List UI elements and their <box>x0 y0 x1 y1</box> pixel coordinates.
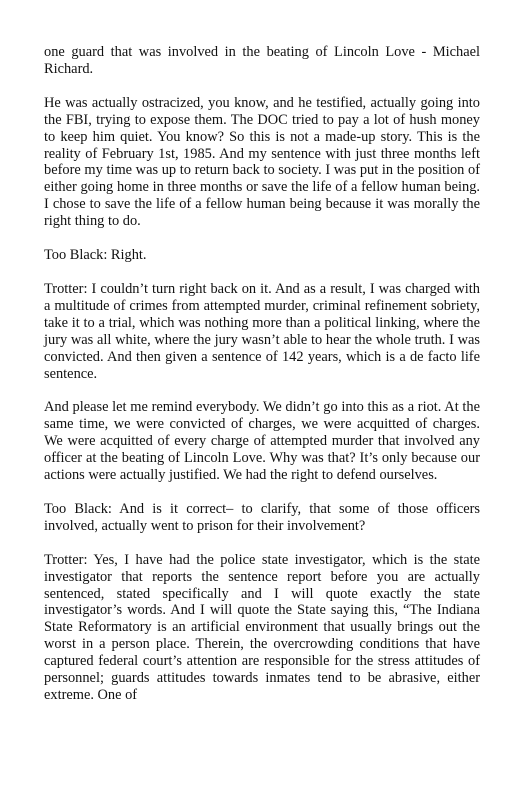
paragraph-continuation: one guard that was involved in the beating of Lincoln Love - Michael Richard. <box>44 44 480 77</box>
paragraph-too-black-right: Too Black: Right. <box>44 247 147 264</box>
paragraph-not-a-riot: And please let me remind everybody. We didn’t go into this as a riot. At the same time, we were convicted of charges, we were acquitted of charges. We were acquitted of every charge of attempted murder that involved any officer at the beating of Lincoln Love. Why was that? It’s only because our actions were actually justified. We had the right to defend ourselves. <box>44 399 480 484</box>
paragraph-too-black-question: Too Black: And is it correct– to clarify, that some of those officers involved, actually went to prison for their involvement? <box>44 500 480 534</box>
paragraph-trotter-investigator: Trotter: Yes, I have had the police state investigator, which is the state investigator that reports the sentence report before you are actually sentenced, stated specifically and I will quote exactly the state investigator’s words. And I will quote the State saying this, “The Indiana State Reformatory is an artificial environment that usually brings out the worst in a person place. Therein, the overcrowding conditions that have captured federal court’s attention are responsible for the stress attitudes of personnel; guards attitudes towards inmates tend to be abrasive, either extreme. One of <box>44 551 480 703</box>
paragraph-trotter-charged: Trotter: I couldn’t turn right back on it. And as a result, I was charged with a multitude of crimes from attempted murder, criminal refinement sobriety, take it to a trial, which was nothing more than a political linking, where the jury was all white, where the jury wasn’t able to hear the whole truth. I was convicted. And then given a sentence of 142 years, which is a de facto life sentence. <box>44 280 480 382</box>
document-page <box>44 44 480 704</box>
paragraph-ostracized: He was actually ostracized, you know, and he testified, actually going into the FBI, trying to expose them. The DOC tried to pay a lot of hush money to keep him quiet. You know? So this is not a made-up story. This is the reality of February 1st, 1985. And my sentence with just three months left before my time was up to return back to society. I was put in the position of either going home in three months or save the life of a fellow human being. I chose to save the life of a fellow human being because it was morally the right thing to do. <box>44 94 480 230</box>
